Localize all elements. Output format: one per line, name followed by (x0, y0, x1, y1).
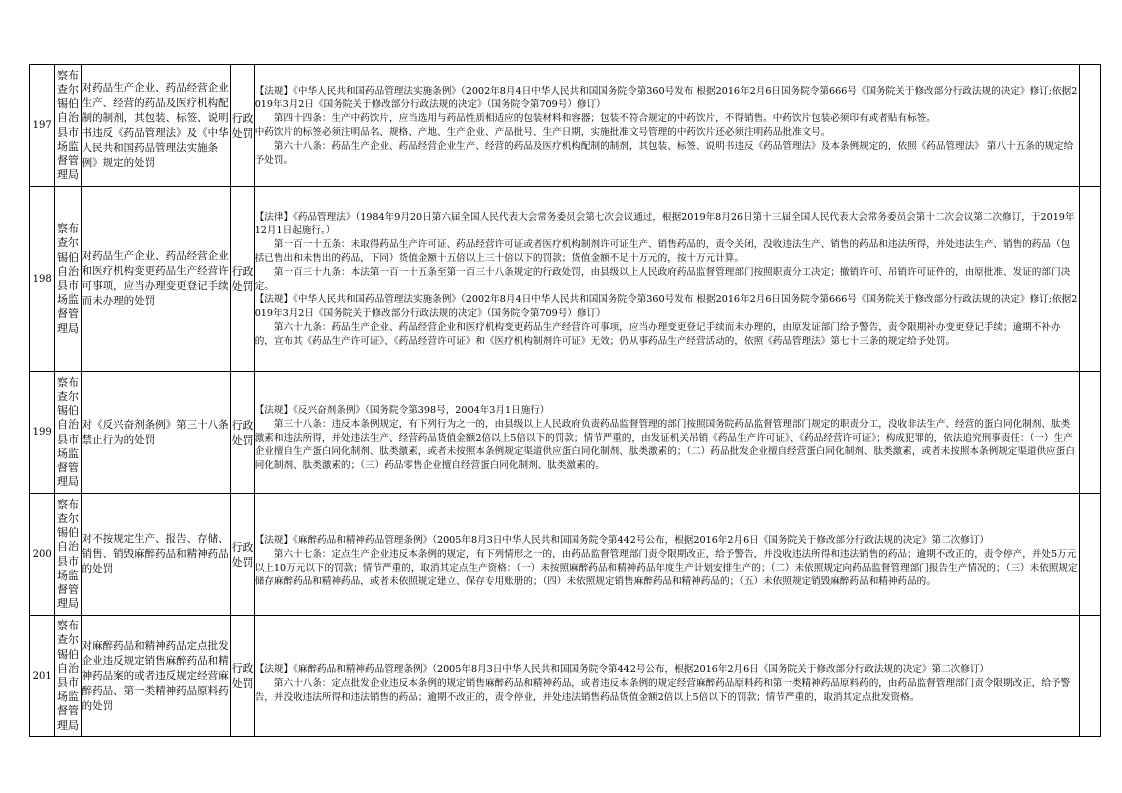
basis-paragraph: 【法规】《中华人民共和国药品管理法实施条例》（2002年8月4日中华人民共和国国务院令第360号发布 根据2016年2月6日国务院令第666号《国务院关于修改部分行政法规的决定》修订;依据2019年3月2日《国务院关于修改部分行政法规的决定》（国务院令第709号）修订） (254, 85, 1078, 111)
category-cell: 行政处罚 (231, 187, 254, 372)
basis-paragraph: 第六十七条：定点生产企业违反本条例的规定，有下列情形之一的，由药品监督管理部门责令限期改正，给予警告，并没收违法所得和违法销售的药品；逾期不改正的，责令停产，并处5万元以上10万元以下的罚款；情节严重的，取消其定点生产资格：（一）未按照麻醉药品和精神药品年度生产计划安排生产的；（二）未依照规定向药品监督管理部门报告生产情况的；（三）未依照规定储存麻醉药品和精神药品，或者未依照规定建立、保存专用账册的；（四）未依照规定销售麻醉药品和精神药品的；（五）未依照规定销毁麻醉药品和精神药品的。 (254, 548, 1078, 588)
row-number: 200 (30, 494, 55, 616)
legal-basis (254, 187, 1079, 372)
item-name: 对《反兴奋剂条例》第三十八条禁止行为的处罚 (81, 372, 231, 494)
department-cell: 察布查尔锡伯自治县市场监督管理局 (55, 616, 81, 737)
blank-cell (1079, 616, 1100, 737)
basis-paragraph: 第六十八条：定点批发企业违反本条例的规定销售麻醉药品和精神药品，或者违反本条例的规定经营麻醉药品原料药和第一类精神药品原料药的，由药品监督管理部门责令限期改正，给予警告，并没收违法所得和违法销售的药品；逾期不改正的，责令停业，并处违法销售药品货值金额2倍以上5倍以下的罚款；情节严重的，取消其定点批发资格。 (254, 678, 1071, 703)
category-cell: 行政处罚 (231, 494, 254, 616)
category-cell: 行政处罚 (231, 372, 254, 494)
table-row (30, 616, 1101, 737)
row-number: 201 (30, 616, 55, 737)
category-cell: 行政处罚 (231, 65, 254, 187)
legal-basis (254, 494, 1079, 616)
basis-paragraph: 第六十九条：药品生产企业、药品经营企业和医疗机构变更药品生产经营许可事项，应当办理变更登记手续而未办理的，由原发证部门给予警告，责令限期补办变更登记手续；逾期不补办的，宣布其《药品生产许可证》、《药品经营许可证》和《医疗机构制剂许可证》无效；仍从事药品生产经营活动的，依照《药品管理法》第七十三条的规定给予处罚。 (254, 321, 1061, 347)
blank-cell (1079, 494, 1100, 616)
basis-paragraph: 【法规】《麻醉药品和精神药品管理条例》（2005年8月3日中华人民共和国国务院令第442号公布，根据2016年2月6日《国务院关于修改部分行政法规的决定》第二次修订） (254, 534, 990, 546)
row-number: 197 (30, 65, 55, 187)
basis-paragraph: 中药饮片的标签必须注明品名、规格、产地、生产企业、产品批号、生产日期，实施批准文号管理的中药饮片还必须注明药品批准文号。 (254, 127, 831, 138)
item-name: 对药品生产企业、药品经营企业和医疗机构变更药品生产经营许可事项，应当办理变更登记手续而未办理的处罚 (81, 187, 231, 372)
blank-cell (1079, 372, 1100, 494)
table-row (30, 494, 1101, 616)
basis-paragraph: 第四十四条：生产中药饮片，应当选用与药品性质相适应的包装材料和容器；包装不符合规定的中药饮片，不得销售。中药饮片包装必须印有或者贴有标签。 (273, 113, 936, 125)
department-cell: 察布查尔锡伯自治县市场监督管理局 (55, 494, 81, 616)
table-row (30, 187, 1101, 372)
basis-paragraph: 第一百一十五条：未取得药品生产许可证、药品经营许可证或者医疗机构制剂许可证生产、销售药品的，责令关闭，没收违法生产、销售的药品和违法所得，并处违法生产、销售的药品（包括已售出和未售出的药品，下同）货值金额十五倍以上三十倍以下的罚款；货值金额不足十万元的，按十万元计算。 (254, 239, 1071, 264)
department-cell: 察布查尔锡伯自治县市场监督管理局 (55, 372, 81, 494)
basis-paragraph: 【法规】《麻醉药品和精神药品管理条例》（2005年8月3日中华人民共和国国务院令第442号公布，根据2016年2月6日《国务院关于修改部分行政法规的决定》第二次修订） (254, 664, 990, 676)
blank-cell (1079, 187, 1100, 372)
department-cell: 察布查尔锡伯自治县市场监督管理局 (55, 65, 81, 187)
category-cell: 行政处罚 (231, 616, 254, 737)
penalty-table (29, 64, 1101, 737)
blank-cell (1079, 65, 1100, 187)
item-name: 对麻醉药品和精神药品定点批发企业违反规定销售麻醉药品和精神药品案的或者违反规定经营麻醉药品、第一类精神药品原料药的处罚 (81, 616, 231, 737)
item-name: 对不按规定生产、报告、存储、销售、销毁麻醉药品和精神药品的处罚 (81, 494, 231, 616)
legal-basis (254, 65, 1079, 187)
table-row (30, 372, 1101, 494)
basis-paragraph: 【法规】《中华人民共和国药品管理法实施条例》（2002年8月4日中华人民共和国国务院令第360号发布 根据2016年2月6日国务院令第666号《国务院关于修改部分行政法规的决定》修订;依据2019年3月2日《国务院关于修改部分行政法规的决定》（国务院令第709号）修订） (254, 294, 1078, 320)
basis-paragraph: 第三十八条：违反本条例规定，有下列行为之一的，由县级以上人民政府负责药品监督管理的部门按照国务院药品监督管理部门规定的职责分工，没收非法生产、经营的蛋白同化制剂、肽类激素和违法所得，并处违法生产、经营药品货值金额2倍以上5倍以下的罚款；情节严重的，由发证机关吊销《药品生产许可证》、《药品经营许可证》；构成犯罪的，依法追究刑事责任：（一）生产企业擅自生产蛋白同化制剂、肽类激素，或者未按照本条例规定渠道供应蛋白同化制剂、肽类激素的；（二）药品批发企业擅自经营蛋白同化制剂、肽类激素，或者未按照本条例规定渠道供应蛋白同化制剂、肽类激素的；（三）药品零售企业擅自经营蛋白同化制剂、肽类激素的。 (254, 418, 1075, 472)
row-number: 198 (30, 187, 55, 372)
basis-paragraph: 【法规】《反兴奋剂条例》（国务院令第398号，2004年3月1日施行） (254, 405, 550, 416)
table-row (30, 65, 1101, 187)
basis-paragraph: 第一百三十九条：本法第一百一十五条至第一百三十八条规定的行政处罚，由县级以上人民政府药品监督管理部门按照职责分工决定；撤销许可、吊销许可证件的，由原批准、发证的部门决定。 (254, 266, 1071, 292)
row-number: 199 (30, 372, 55, 494)
legal-basis (254, 372, 1079, 494)
department-cell: 察布查尔锡伯自治县市场监督管理局 (55, 187, 81, 372)
basis-paragraph: 第六十八条：药品生产企业、药品经营企业生产、经营的药品及医疗机构配制的制剂，其包装、标签、说明书违反《药品管理法》及本条例规定的，依照《药品管理法》 第八十五条的规定给予处罚。 (254, 140, 1074, 166)
legal-basis (254, 616, 1079, 737)
item-name: 对药品生产企业、药品经营企业生产、经营的药品及医疗机构配制的制剂，其包装、标签、说明书违反《药品管理法》及《中华人民共和国药品管理法实施条例》规定的处罚 (81, 65, 231, 187)
basis-paragraph: 【法律】《药品管理法》（1984年9月20日第六届全国人民代表大会常务委员会第七次会议通过，根据2019年8月26日第十三届全国人民代表大会常务委员会第十二次会议第二次修订，于2019年12月1日起施行。） (254, 211, 1075, 237)
